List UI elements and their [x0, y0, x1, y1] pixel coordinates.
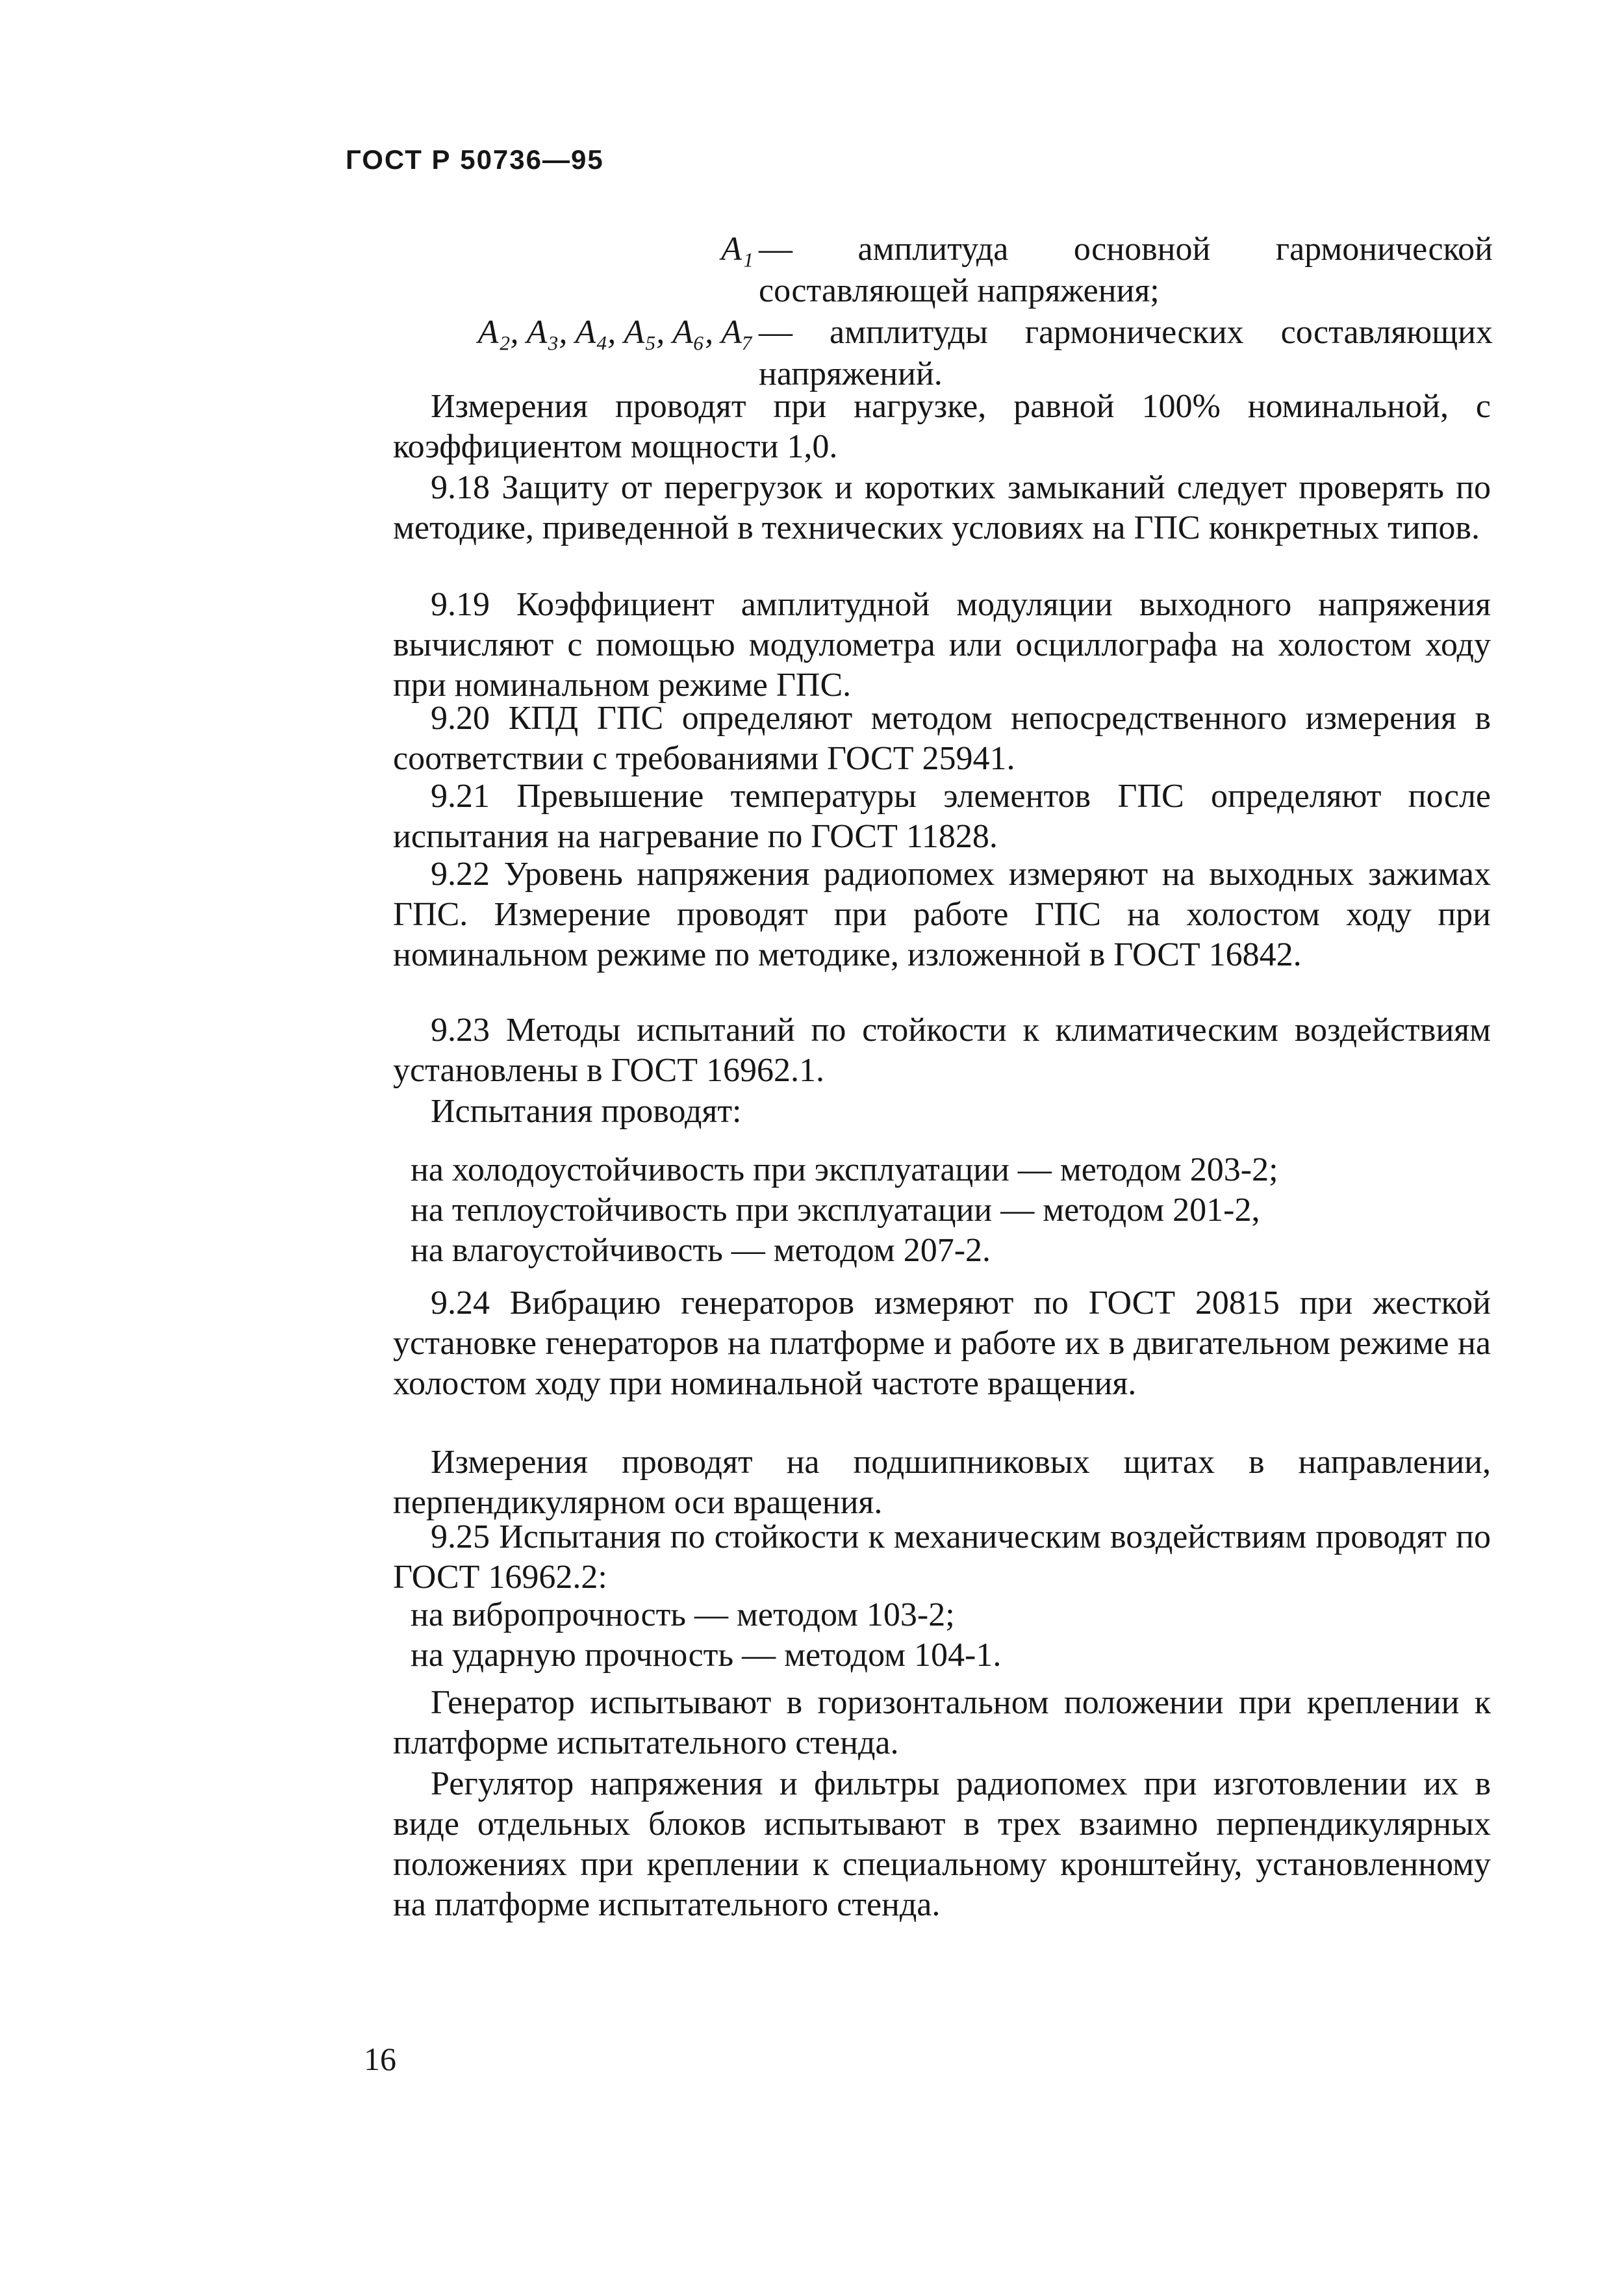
clause-9-18: 9.18 Защиту от перегрузок и коротких замыканий следует проверять по методике, приведенной в технических условиях на ГПС конкретных типов.	[393, 469, 1491, 546]
clause-9-22: 9.22 Уровень напряжения радиопомех измеряют на выходных зажимах ГПС. Измерение проводят при работе ГПС на холостом ходу при номинальном режиме по методике, изложенной в ГОСТ 16842.	[393, 856, 1491, 973]
climatic-tests-list	[411, 1150, 1489, 1271]
page-number: 16	[364, 2041, 396, 2077]
paragraph: Регулятор напряжения и фильтры радиопомех при изготовлении их в виде отдельных блоков испытывают в трех взаимно перпендикулярных положениях при креплении к специальному кронштейну, установленному на платформе испытательного стенда.	[393, 1765, 1491, 1923]
clause-9-21: 9.21 Превышение температуры элементов ГПС определяют после испытания на нагревание по ГОСТ 11828.	[393, 778, 1491, 855]
definition-symbol: A₁	[721, 231, 754, 268]
clause-9-20: 9.20 КПД ГПС определяют методом непосредственного измерения в соответствии с требованиями ГОСТ 25941.	[393, 700, 1491, 777]
clause-9-24: 9.24 Вибрацию генераторов измеряют по ГОСТ 20815 при жесткой установке генераторов на платформе и работе их в двигательном режиме на холостом ходу при номинальной частоте вращения.	[393, 1284, 1491, 1402]
list-item: на влагоустойчивость — методом 207-2.	[411, 1232, 991, 1269]
definition-text: — амплитуды гармонических составляющих напряжений.	[759, 314, 1493, 392]
paragraph: Измерения проводят на подшипниковых щитах в направлении, перпендикулярном оси вращения.	[393, 1444, 1491, 1521]
paragraph: Измерения проводят при нагрузке, равной 100% номинальной, с коэффициентом мощности 1,0.	[393, 388, 1491, 465]
document-header: ГОСТ Р 50736—95	[346, 144, 604, 175]
list-item: на вибропрочность — методом 103-2;	[411, 1596, 955, 1633]
paragraph: Генератор испытывают в горизонтальном положении при креплении к платформе испытательного стенда.	[393, 1684, 1491, 1761]
list-item: на холодоустойчивость при эксплуатации — методом 203-2;	[411, 1151, 1278, 1188]
mechanical-tests-list	[411, 1595, 1489, 1676]
clause-9-25: 9.25 Испытания по стойкости к механическим воздействиям проводят по ГОСТ 16962.2:	[393, 1518, 1491, 1596]
list-item: на теплоустойчивость при эксплуатации — методом 201-2,	[411, 1192, 1260, 1229]
paragraph: Испытания проводят:	[431, 1093, 742, 1130]
clause-9-19: 9.19 Коэффициент амплитудной модуляции выходного напряжения вычисляют с помощью модулометра или осциллографа на холостом ходу при номинальном режиме ГПС.	[393, 586, 1491, 704]
definition-symbol: A₂, A₃, A₄, A₅, A₆, A₇	[477, 314, 754, 351]
definition-text: — амплитуда основной гармонической составляющей напряжения;	[759, 231, 1493, 309]
clause-9-23: 9.23 Методы испытаний по стойкости к климатическим воздействиям установлены в ГОСТ 16962.1.	[393, 1012, 1491, 1089]
list-item: на ударную прочность — методом 104-1.	[411, 1637, 1002, 1674]
